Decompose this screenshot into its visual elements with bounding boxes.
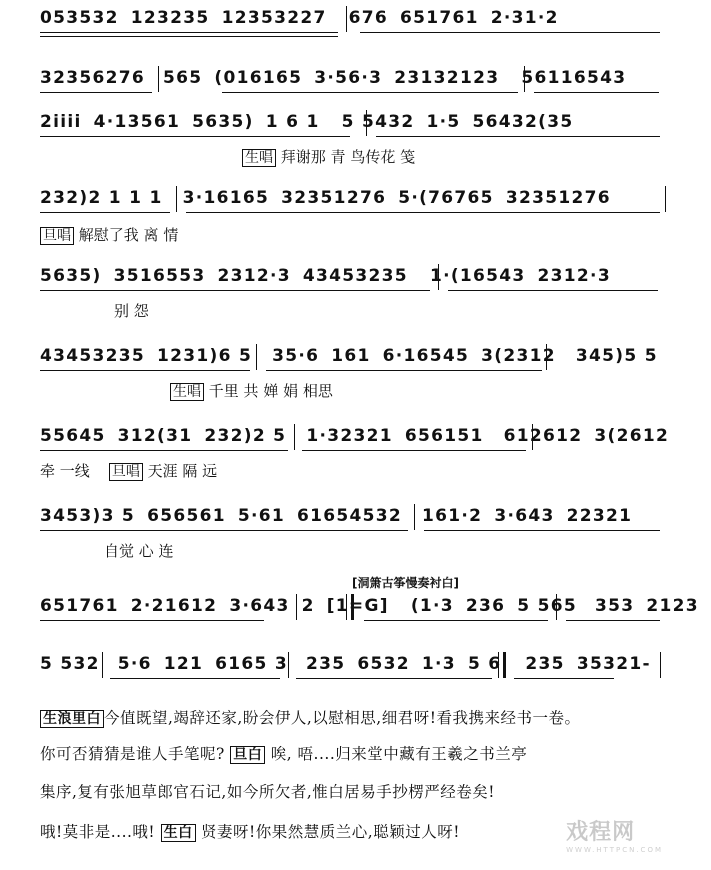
barline	[256, 344, 257, 370]
note-group: 3(2312	[481, 346, 556, 366]
note-group: 656151	[404, 426, 484, 446]
note-group: 2iiii	[40, 112, 82, 132]
dialogue-text: 集序,复有张旭草郎官石记,如今所欠者,惟白居易手抄楞严经卷矣!	[40, 783, 496, 801]
lyric-line-3	[242, 146, 415, 167]
role-tag: 旦白	[230, 746, 265, 764]
dialogue-line-1	[40, 706, 665, 728]
dialogue-text: 今值既望,竭辞还家,盼会伊人,以慰相思,细君呀!看我携来经书一卷。	[104, 709, 581, 727]
beam	[40, 136, 350, 137]
site-watermark	[566, 815, 663, 854]
beam	[40, 450, 288, 451]
note-group: 6165 3	[215, 654, 289, 674]
notation-line-9	[40, 596, 711, 620]
role-tag: 旦唱	[109, 463, 143, 481]
barline	[665, 186, 666, 212]
role-tag: 生唱	[242, 149, 276, 167]
note-group: 12353227	[221, 8, 327, 28]
beam	[40, 530, 408, 531]
dialogue-line-2	[40, 742, 665, 764]
barline	[176, 186, 177, 212]
note-group: 676	[348, 8, 388, 28]
beam	[376, 136, 660, 137]
notation-line-7	[40, 426, 681, 450]
note-group: 61654532	[297, 506, 403, 526]
watermark-url: WWW.HTTPCN.COM	[566, 846, 663, 854]
score-line-5	[40, 266, 670, 320]
note-group: 55645	[40, 426, 106, 446]
note-group: 651761	[40, 596, 119, 616]
note-group: 1·5	[426, 112, 461, 132]
notation-line-4	[40, 188, 623, 212]
beam	[40, 32, 338, 33]
barline	[524, 66, 525, 92]
barline	[294, 424, 295, 450]
beam	[110, 678, 280, 679]
watermark-text: 戏程网	[566, 820, 636, 845]
lyric-text: 千里 共 婵 娟 相思	[208, 382, 333, 400]
note-group: 5·61	[237, 506, 285, 526]
score-line-4	[40, 188, 670, 244]
note-group: 345)5 5	[575, 346, 658, 366]
lyric-line-5	[114, 300, 149, 321]
notation-line-8	[40, 506, 644, 530]
note-group: 1231)6 5	[157, 346, 253, 366]
note-group: 32356276	[40, 68, 146, 88]
key-change: [1=G]	[326, 596, 389, 616]
notation-line-10	[40, 654, 663, 678]
note-group: 3·56·3	[314, 68, 383, 88]
beam	[40, 212, 170, 213]
barline	[346, 6, 347, 32]
score-line-3	[40, 112, 670, 166]
note-group: 2123	[646, 596, 699, 616]
note-group: (016165	[214, 68, 303, 88]
score-line-6	[40, 346, 670, 400]
barline	[546, 344, 547, 370]
barline	[102, 652, 103, 678]
beam	[186, 212, 660, 213]
beam	[40, 620, 264, 621]
beam	[296, 678, 492, 679]
beam	[514, 678, 614, 679]
note-group: 56432(35	[472, 112, 574, 132]
barline	[438, 264, 439, 290]
beam	[360, 32, 660, 33]
note-group: 5 532	[40, 654, 100, 674]
dialogue-text: 贤妻呀!你果然慧质兰心,聪颖过人呀!	[201, 823, 460, 841]
lyric-line-4	[40, 224, 178, 245]
notation-line-3	[40, 112, 585, 136]
note-group: 053532	[40, 8, 119, 28]
note-group: 235	[525, 654, 565, 674]
note-group: 6·16545	[382, 346, 470, 366]
note-group: 235	[306, 654, 346, 674]
lyric-text: 拜谢那 青 鸟传花 笺	[280, 148, 416, 166]
note-group: 35321-	[576, 654, 651, 674]
note-group: 22321	[566, 506, 633, 526]
barline	[556, 594, 557, 620]
note-group: 312(31	[117, 426, 193, 446]
notation-line-1	[40, 8, 571, 32]
barline	[366, 110, 367, 136]
barline	[288, 652, 289, 678]
beam	[566, 620, 660, 621]
beam	[40, 92, 152, 93]
dialogue-line-3	[40, 780, 665, 802]
note-group: 1·32321	[306, 426, 393, 446]
note-group: 3453)3 5	[40, 506, 136, 526]
lyric-line-8	[104, 540, 174, 561]
lyric-text: 自觉 心 连	[104, 542, 174, 560]
role-tag: 生白	[161, 824, 196, 842]
barline	[532, 424, 533, 450]
note-group: 2	[301, 596, 315, 616]
note-group: 5·(76765	[398, 188, 494, 208]
notation-line-5	[40, 266, 623, 290]
note-group: 121	[163, 654, 204, 674]
note-group: 656561	[147, 506, 226, 526]
note-group: 612612	[503, 426, 583, 446]
beam	[364, 620, 548, 621]
note-group: (1·3	[410, 596, 454, 616]
note-group: 161·2	[422, 506, 483, 526]
note-group: 353	[595, 596, 635, 616]
note-group: 123235	[130, 8, 210, 28]
note-group: 651761	[399, 8, 479, 28]
notation-line-6	[40, 346, 670, 370]
score-line-2	[40, 68, 670, 108]
note-group: 3·643	[494, 506, 555, 526]
beam	[222, 92, 518, 93]
note-group: 5 6	[467, 654, 502, 674]
note-group: 5 565	[517, 596, 578, 616]
lyric-line-6	[170, 380, 333, 401]
repeat-end-barline	[498, 652, 506, 678]
role-tag: 旦唱	[40, 227, 74, 245]
beam	[424, 530, 660, 531]
note-group: 2312·3	[537, 266, 611, 286]
lyric-text: 别 怨	[114, 302, 149, 320]
note-group: 161	[331, 346, 371, 366]
score-line-10	[40, 654, 670, 694]
note-group: 23132123	[394, 68, 500, 88]
barline	[660, 652, 661, 678]
score-line-7	[40, 426, 670, 480]
lyric-line-7	[40, 460, 217, 481]
barline	[414, 504, 415, 530]
note-group: 236	[465, 596, 506, 616]
note-group: 3516553	[113, 266, 206, 286]
note-group: 1 6 1	[265, 112, 320, 132]
score-line-8	[40, 506, 670, 560]
lyric-text-pre: 牵 一线	[40, 462, 90, 480]
beam	[266, 370, 542, 371]
note-group: 5635)	[192, 112, 254, 132]
note-group: 43453235	[40, 346, 146, 366]
dialogue-text: 你可否猜猜是谁人手笔呢?	[40, 745, 225, 763]
role-tag: 生唱	[170, 383, 204, 401]
note-group: 35·6	[272, 346, 320, 366]
barline	[296, 594, 297, 620]
beam	[302, 450, 526, 451]
lyric-text: 天涯 隔 远	[147, 462, 218, 480]
score-line-1	[40, 8, 670, 48]
barline	[158, 66, 159, 92]
beam	[40, 290, 430, 291]
note-group: 1·3	[421, 654, 456, 674]
lyric-text: 解慰了我 离 情	[78, 226, 179, 244]
beam	[534, 92, 659, 93]
notation-line-2	[40, 68, 638, 92]
note-group: 232)2 5	[204, 426, 287, 446]
role-tag: 生浪里白	[40, 710, 104, 728]
note-group: 4·13561	[93, 112, 181, 132]
note-group: 3(2612	[594, 426, 670, 446]
note-group: 5 5432	[341, 112, 415, 132]
performance-annotation: [洞箫古筝慢奏衬白]	[352, 576, 459, 590]
score-line-9	[40, 596, 699, 636]
note-group: 32351276	[505, 188, 611, 208]
note-group: 32351276	[281, 188, 387, 208]
note-group: 3·643	[229, 596, 290, 616]
note-group: 1·(16543	[429, 266, 526, 286]
note-group: 43453235	[302, 266, 408, 286]
beam	[40, 36, 338, 37]
note-group: 232)2 1 1 1	[40, 188, 163, 208]
note-group: 2·31·2	[490, 8, 559, 28]
note-group: 5·6	[117, 654, 152, 674]
note-group: 2312·3	[217, 266, 291, 286]
note-group: 3·16165	[182, 188, 270, 208]
note-group: 5635)	[40, 266, 102, 286]
note-group: 56116543	[521, 68, 627, 88]
note-group: 6532	[357, 654, 410, 674]
note-group: 2·21612	[130, 596, 218, 616]
repeat-barline	[346, 594, 354, 620]
beam	[448, 290, 658, 291]
note-group: 565	[163, 68, 203, 88]
beam	[40, 370, 250, 371]
dialogue-text: 唉, 唔....归来堂中藏有王羲之书兰亭	[270, 745, 528, 763]
dialogue-text: 哦!莫非是....哦!	[40, 823, 156, 841]
